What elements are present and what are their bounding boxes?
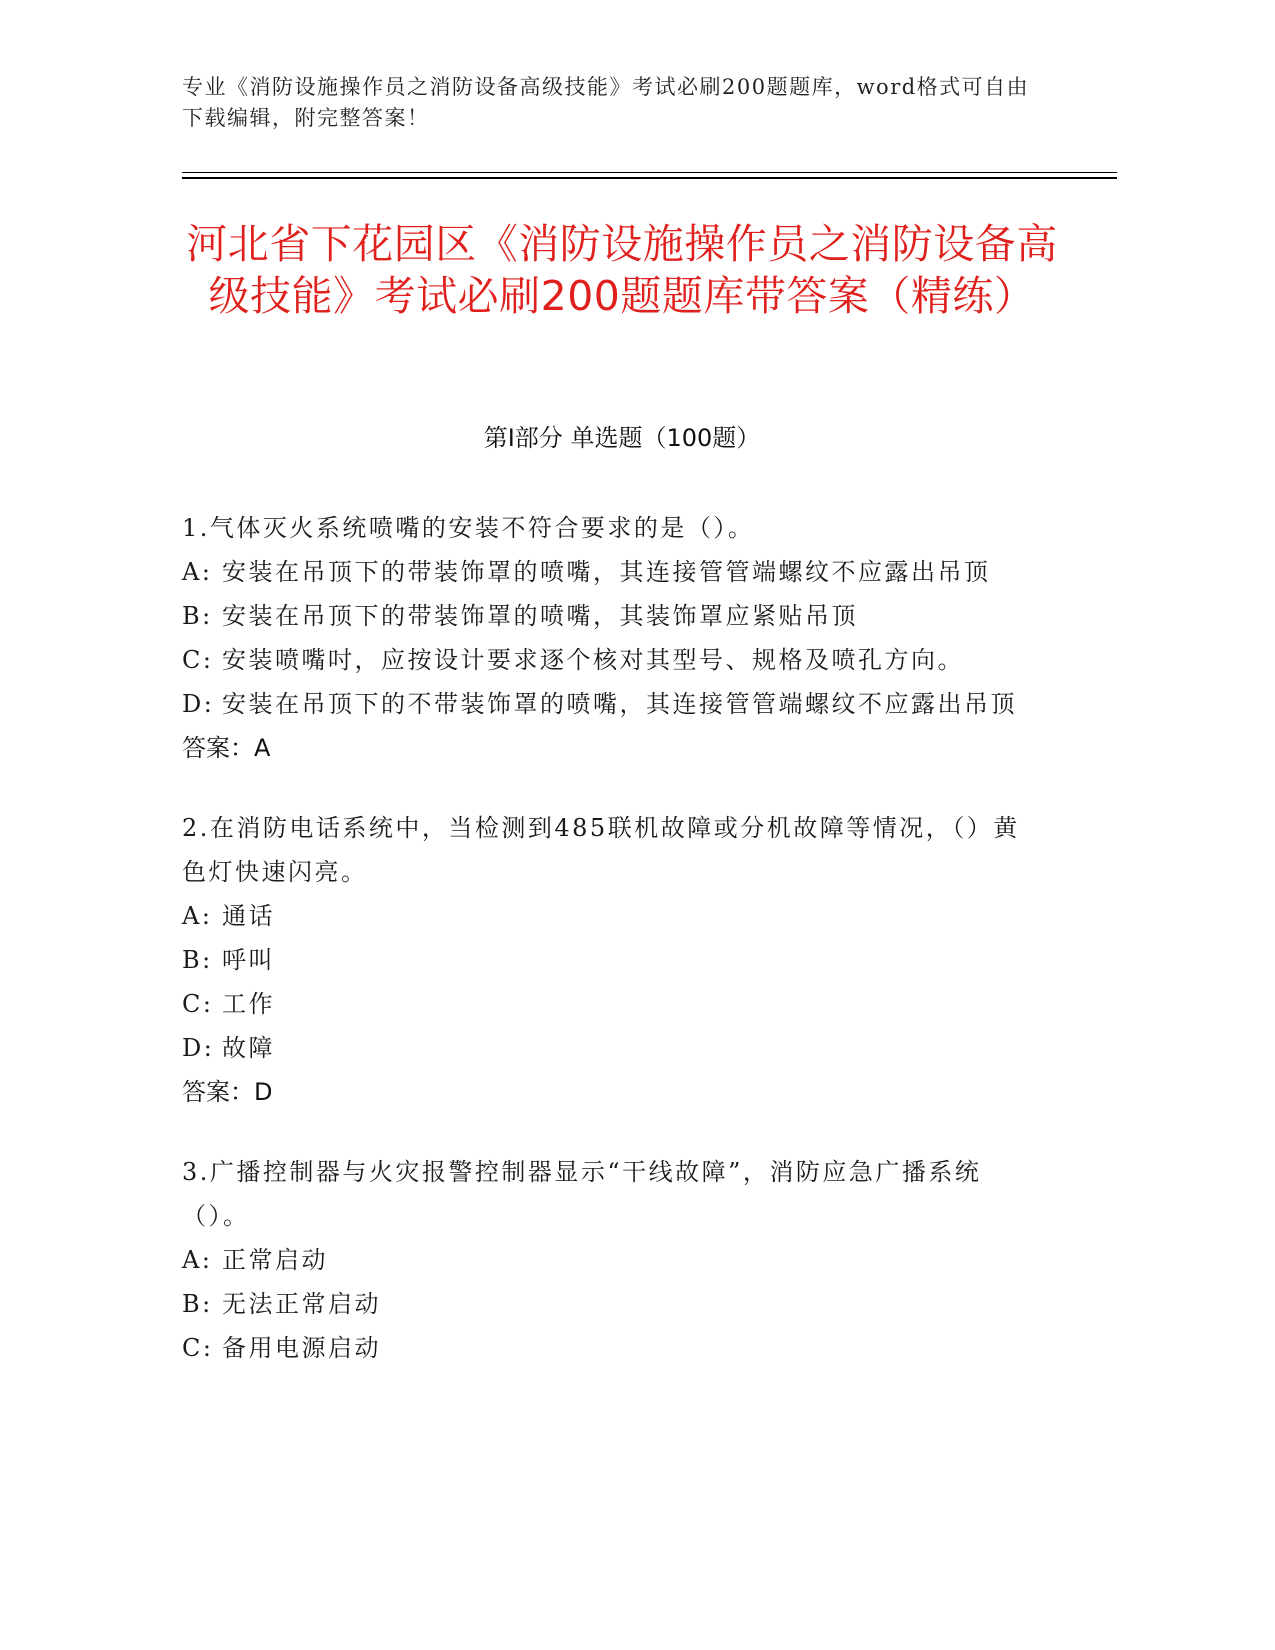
option-text: 无法正常启动 bbox=[222, 1290, 381, 1318]
option-key: B: bbox=[182, 946, 213, 974]
option-text: 安装喷嘴吋，应按设计要求逐个核对其型号、规格及喷孔方向。 bbox=[222, 646, 964, 674]
option-a bbox=[182, 550, 1042, 594]
option-key: A: bbox=[182, 902, 213, 930]
question-1 bbox=[182, 506, 1042, 770]
option-key: D: bbox=[182, 690, 215, 718]
option-text: 备用电源启动 bbox=[222, 1334, 381, 1362]
option-key: A: bbox=[182, 558, 213, 586]
option-key: B: bbox=[182, 1290, 213, 1318]
header-divider-thick bbox=[182, 177, 1117, 179]
option-a bbox=[182, 894, 1042, 938]
option-text: 呼叫 bbox=[222, 946, 275, 974]
option-text: 工作 bbox=[222, 990, 275, 1018]
option-b bbox=[182, 594, 1042, 638]
option-key: A: bbox=[182, 1246, 213, 1274]
option-text: 通话 bbox=[222, 902, 275, 930]
answer-line: 答案：D bbox=[182, 1078, 273, 1106]
option-text: 故障 bbox=[222, 1034, 275, 1062]
option-d bbox=[182, 1026, 1042, 1070]
question-stem: 1.气体灭火系统喷嘴的安装不符合要求的是（）。 bbox=[182, 514, 755, 542]
option-text: 安装在吊顶下的带装饰罩的喷嘴，其连接管管端螺纹不应露出吊顶 bbox=[222, 558, 991, 586]
answer-line: 答案：A bbox=[182, 734, 271, 762]
question-stem: 2.在消防电话系统中，当检测到485联机故障或分机故障等情况，（）黄色灯快速闪亮。 bbox=[182, 814, 1020, 886]
question-list bbox=[182, 506, 1042, 1406]
option-a bbox=[182, 1238, 1042, 1282]
option-text: 正常启动 bbox=[222, 1246, 328, 1274]
document-title: 河北省下花园区《消防设施操作员之消防设备高级技能》考试必刷200题题库带答案（精练） bbox=[186, 220, 1058, 320]
option-b bbox=[182, 1282, 1042, 1326]
question-2 bbox=[182, 806, 1042, 1114]
option-key: C: bbox=[182, 1334, 214, 1362]
option-key: B: bbox=[182, 602, 213, 630]
option-c bbox=[182, 1326, 1042, 1370]
option-text: 安装在吊顶下的带装饰罩的喷嘴，其装饰罩应紧贴吊顶 bbox=[222, 602, 858, 630]
option-key: C: bbox=[182, 990, 214, 1018]
header-note: 专业《消防设施操作员之消防设备高级技能》考试必刷200题题库，word格式可自由下载编辑，附完整答案！ bbox=[182, 75, 1030, 130]
section-title: 第Ⅰ部分 单选题（100题） bbox=[483, 424, 761, 452]
header-divider-thin bbox=[182, 172, 1117, 173]
option-key: C: bbox=[182, 646, 214, 674]
question-3 bbox=[182, 1150, 1042, 1370]
option-b bbox=[182, 938, 1042, 982]
question-stem: 3.广播控制器与火灾报警控制器显示“干线故障”，消防应急广播系统（）。 bbox=[182, 1158, 982, 1230]
option-c bbox=[182, 638, 1042, 682]
option-d bbox=[182, 682, 1042, 726]
option-key: D: bbox=[182, 1034, 215, 1062]
option-c bbox=[182, 982, 1042, 1026]
option-text: 安装在吊顶下的不带装饰罩的喷嘴，其连接管管端螺纹不应露出吊顶 bbox=[222, 690, 1017, 718]
